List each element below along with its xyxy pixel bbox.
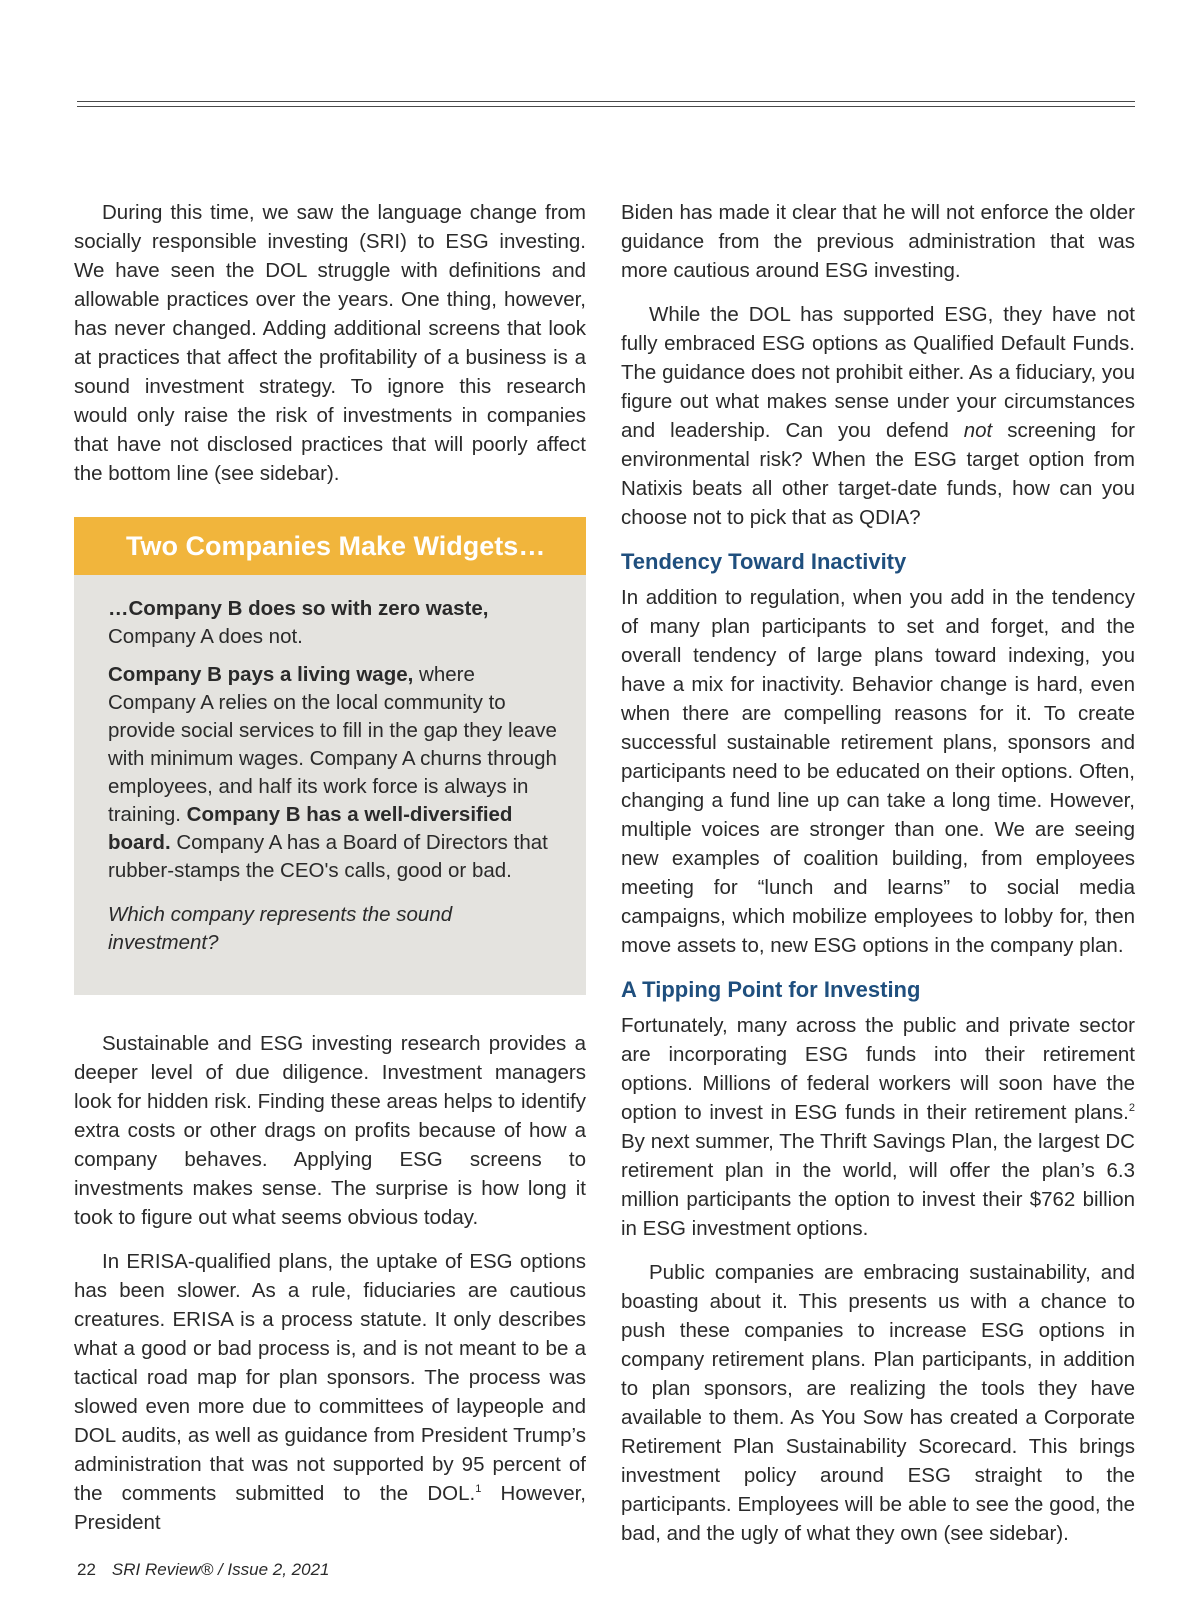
sidebar-body xyxy=(74,575,586,995)
sidebar-point xyxy=(108,595,558,651)
paragraph xyxy=(74,1247,586,1537)
page-footer xyxy=(77,1560,330,1580)
sidebar-text: Company A has a Board of Directors that rubber-stamps the CEO's calls, good or bad. xyxy=(108,831,548,882)
sidebar-bold-text: Company B has a well-diversified board. xyxy=(108,803,513,854)
paragraph-text: In ERISA-qualified plans, the uptake of ESG options has been slower. As a rule, fiduciaries are cautious creatures. ERISA is a process statute. It only describes what a good or bad process is, and is not meant to be a tactical road map for plan sponsors. The process was slowed even more due to committees of laypeople and DOL audits, as well as guidance from President Trump’s administration that was not supported by 95 percent of the comments submitted to the DOL. xyxy=(74,1250,586,1505)
section-heading: A Tipping Point for Investing xyxy=(621,977,921,1002)
sidebar-point xyxy=(108,661,558,885)
paragraph-text: By next summer, The Thrift Savings Plan, the largest DC retirement plan in the world, will offer the plan’s 6.3 million participants the option to invest their $762 billion in ESG investment options. xyxy=(621,1130,1135,1240)
publication-name: SRI Review® / Issue 2, 2021 xyxy=(111,1560,330,1579)
paragraph xyxy=(621,300,1135,532)
paragraph xyxy=(621,1011,1135,1243)
paragraph-text: However, President xyxy=(74,1482,586,1534)
right-column xyxy=(621,198,1135,1563)
paragraph: Sustainable and ESG investing research provides a deeper level of due diligence. Investment managers look for hidden risk. Finding these areas helps to identify extra costs or other drags on profits because of how a company behaves. Applying ESG screens to investments makes sense. The surprise is how long it took to figure out what seems obvious today. xyxy=(74,1032,586,1229)
section-heading: Tendency Toward Inactivity xyxy=(621,549,907,574)
sidebar-text: where Company A relies on the local community to provide social services to fill in the gap they leave with minimum wages. Company A churns through employees, and half its work force is always in training. xyxy=(108,663,557,826)
footnote-ref: 1 xyxy=(475,1483,482,1496)
header-rule-top xyxy=(77,101,1135,102)
paragraph-text: While the DOL has supported ESG, they have not fully embraced ESG options as Qualified Default Funds. The guidance does not prohibit either. As a fiduciary, you figure out what makes sense under your circumstances and leadership. Can you defend xyxy=(621,303,1135,442)
sidebar-bold-text: …Company B does so with zero waste, xyxy=(108,597,489,620)
left-column xyxy=(74,198,586,1552)
sidebar-box xyxy=(74,517,586,995)
sidebar-title: Two Companies Make Widgets… xyxy=(126,530,546,561)
sidebar-question-text: Which company represents the sound investment? xyxy=(108,903,453,954)
paragraph: In addition to regulation, when you add in the tendency of many plan participants to set and forget, and the overall tendency of large plans toward indexing, you have a mix for inactivity. Behavior change is hard, even when there are compelling reasons for it. To create successful sustainable retirement plans, sponsors and participants need to be educated on their options. Often, changing a fund line up can take a long time. However, multiple voices are stronger than one. We are seeing new examples of coalition building, from employees meeting for “lunch and learns” to social media campaigns, which mobilize employees to lobby for, then move assets to, new ESG options in the company plan. xyxy=(621,586,1135,957)
paragraph: Public companies are embracing sustainability, and boasting about it. This presents us with a chance to push these companies to increase ESG options in company retirement plans. Plan participants, in addition to plan sponsors, are realizing the tools they have available to them. As You Sow has created a Corporate Retirement Plan Sustainability Scorecard. This brings investment policy around ESG straight to the participants. Employees will be able to see the good, the bad, and the ugly of what they own (see sidebar). xyxy=(621,1261,1135,1545)
paragraph-text: screening for environmental risk? When the ESG target option from Natixis beats all other target-date funds, how can you choose not to pick that as QDIA? xyxy=(621,419,1135,529)
page-number: 22 xyxy=(77,1560,96,1579)
sidebar-text: Company A does not. xyxy=(108,625,303,648)
footnote-ref: 2 xyxy=(1128,1102,1135,1115)
emphasis-text: not xyxy=(963,419,993,442)
paragraph-text: Fortunately, many across the public and private sector are incorporating ESG funds into their retirement options. Millions of federal workers will soon have the option to invest in ESG funds in their retirement plans. xyxy=(621,1014,1135,1124)
sidebar-question xyxy=(108,901,558,957)
paragraph: Biden has made it clear that he will not enforce the older guidance from the previous administration that was more cautious around ESG investing. xyxy=(621,201,1135,282)
header-rule-bottom xyxy=(77,106,1135,107)
sidebar-header xyxy=(74,517,586,575)
sidebar-bold-text: Company B pays a living wage, xyxy=(108,663,414,686)
paragraph: During this time, we saw the language change from socially responsible investing (SRI) to ESG investing. We have seen the DOL struggle with definitions and allowable practices over the years. One thing, however, has never changed. Adding additional screens that look at practices that affect the profitability of a business is a sound investment strategy. To ignore this research would only raise the risk of investments in companies that have not disclosed practices that will poorly affect the bottom line (see sidebar). xyxy=(74,201,586,485)
